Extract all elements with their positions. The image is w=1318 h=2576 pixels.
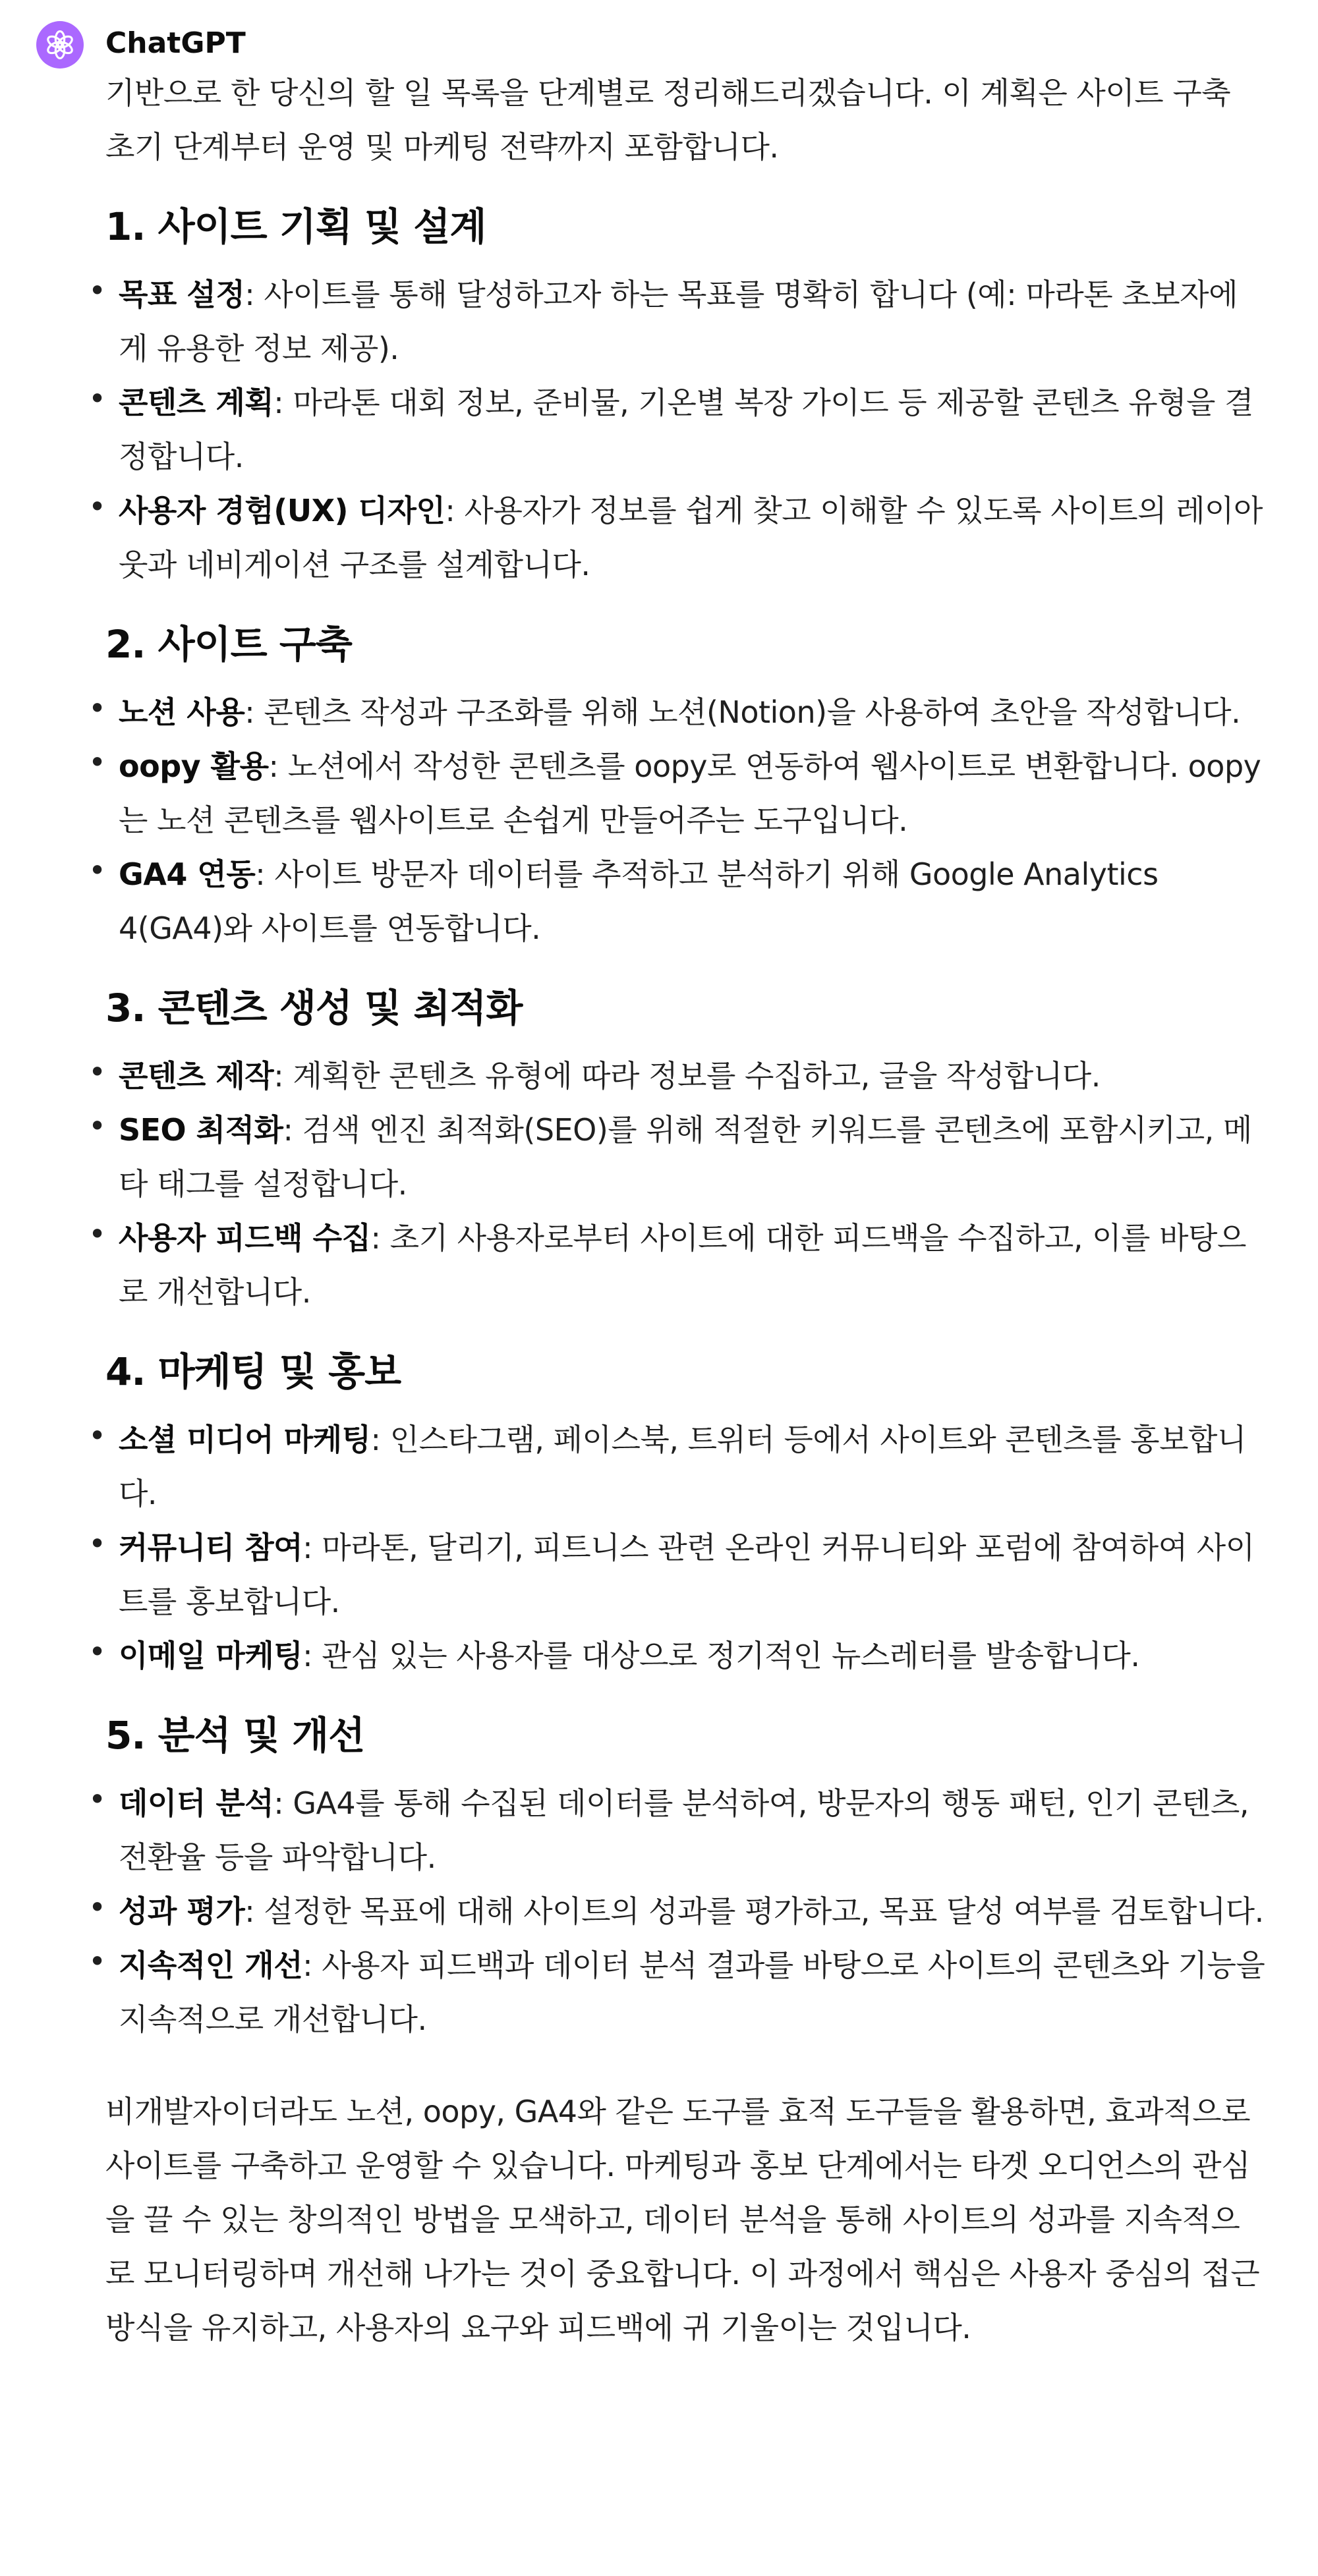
item-description: : 사용자 피드백과 데이터 분석 결과를 바탕으로 사이트의 콘텐츠와 기능을 지속적으로 개선합니다. — [119, 1947, 1265, 2037]
list-item — [88, 1629, 1265, 1683]
item-term: oopy 활용 — [119, 748, 269, 784]
bullet-icon: • — [88, 381, 106, 416]
item-term: GA4 연동 — [119, 856, 256, 892]
item-term: SEO 최적화 — [119, 1112, 283, 1148]
list-item — [88, 1211, 1265, 1319]
bullet-icon: • — [88, 853, 106, 888]
sections-container — [88, 174, 1265, 2046]
item-term: 커뮤니티 참여 — [119, 1530, 303, 1565]
bullet-icon: • — [88, 1108, 106, 1144]
message-content — [88, 66, 1265, 2355]
item-term: 노션 사용 — [119, 694, 245, 730]
list-item — [88, 376, 1265, 484]
conclusion-paragraph: 비개발자이더라도 노션, oopy, GA4와 같은 도구를 효적 도구들을 활용하면, 효과적으로 사이트를 구축하고 운영할 수 있습니다. 마케팅과 홍보 단계에서는 타겟 오디언스의 관심을 끌 수 있는 창의적인 방법을 모색하고, 데이터 분석을 통해 사이트의 성과를 지속적으로 모니터링하며 개선해 나가는 것이 중요합니다. 이 과정에서 핵심은 사용자 중심의 접근 방식을 유지하고, 사용자의 요구와 피드백에 귀 기울이는 것입니다. — [105, 2094, 1260, 2345]
list-item — [88, 1049, 1265, 1103]
item-description: : 콘텐츠 작성과 구조화를 위해 노션(Notion)을 사용하여 초안을 작성합니다. — [244, 694, 1241, 730]
item-term: 이메일 마케팅 — [119, 1638, 303, 1673]
item-description: : 계획한 콘텐츠 유형에 따라 정보를 수집하고, 글을 작성합니다. — [273, 1058, 1101, 1094]
item-description: : 인스타그램, 페이스북, 트위터 등에서 사이트와 콘텐츠를 홍보합니다. — [119, 1422, 1246, 1511]
intro-paragraph: 기반으로 한 당신의 할 일 목록을 단계별로 정리해드리겠습니다. 이 계획은 사이트 구축 초기 단계부터 운영 및 마케팅 전략까지 포함합니다. — [105, 75, 1231, 165]
list-item — [88, 1413, 1265, 1521]
section-list — [88, 1049, 1265, 1319]
bullet-icon: • — [88, 744, 106, 780]
item-description: : 노션에서 작성한 콘텐츠를 oopy로 연동하여 웹사이트로 변환합니다. oopy는 노션 콘텐츠를 웹사이트로 손쉽게 만들어주는 도구입니다. — [119, 748, 1261, 838]
message-author: ChatGPT — [105, 26, 246, 60]
section-heading: 1. 사이트 기획 및 설계 — [105, 204, 486, 249]
list-item — [88, 1521, 1265, 1629]
item-term: 데이터 분석 — [119, 1785, 274, 1821]
item-description: : 검색 엔진 최적화(SEO)를 위해 적절한 키워드를 콘텐츠에 포함시키고, 메타 태그를 설정합니다. — [119, 1112, 1252, 1202]
item-description: : 사이트를 통해 달성하고자 하는 목표를 명확히 합니다 (예: 마라톤 초보자에게 유용한 정보 제공). — [119, 277, 1238, 366]
bullet-icon: • — [88, 1526, 106, 1561]
assistant-avatar — [36, 21, 84, 69]
bullet-icon: • — [88, 1890, 106, 1925]
item-description: : 마라톤, 달리기, 피트니스 관련 온라인 커뮤니티와 포럼에 참여하여 사이트를 홍보합니다. — [119, 1530, 1255, 1619]
item-description: : 초기 사용자로부터 사이트에 대한 피드백을 수집하고, 이를 바탕으로 개선합니다. — [119, 1220, 1246, 1310]
item-description: : 사용자가 정보를 쉽게 찾고 이해할 수 있도록 사이트의 레이아웃과 네비게이션 구조를 설계합니다. — [119, 493, 1263, 582]
bullet-icon: • — [88, 489, 106, 524]
list-item — [88, 847, 1265, 955]
item-description: : 관심 있는 사용자를 대상으로 정기적인 뉴스레터를 발송합니다. — [302, 1638, 1140, 1673]
item-description: : GA4를 통해 수집된 데이터를 분석하여, 방문자의 행동 패턴, 인기 콘텐츠, 전환율 등을 파악합니다. — [119, 1785, 1249, 1875]
openai-logo-icon — [43, 28, 76, 61]
section-heading: 3. 콘텐츠 생성 및 최적화 — [105, 986, 523, 1030]
bullet-icon: • — [88, 1781, 106, 1817]
item-term: 성과 평가 — [119, 1893, 245, 1929]
section-list — [88, 267, 1265, 592]
section-heading: 2. 사이트 구축 — [105, 622, 352, 667]
item-term: 콘텐츠 계획 — [119, 385, 274, 420]
section-list — [88, 685, 1265, 955]
bullet-icon: • — [88, 273, 106, 308]
list-item — [88, 1776, 1265, 1884]
list-item — [88, 267, 1265, 376]
item-term: 사용자 경험(UX) 디자인 — [119, 493, 445, 528]
list-item — [88, 1938, 1265, 2046]
item-description: : 설정한 목표에 대해 사이트의 성과를 평가하고, 목표 달성 여부를 검토합니다. — [244, 1893, 1264, 1929]
list-item — [88, 739, 1265, 847]
section-heading: 4. 마케팅 및 홍보 — [105, 1349, 401, 1394]
bullet-icon: • — [88, 690, 106, 726]
item-description: : 마라톤 대회 정보, 준비물, 기온별 복장 가이드 등 제공할 콘텐츠 유형을 결정합니다. — [119, 385, 1254, 474]
item-term: 소셜 미디어 마케팅 — [119, 1422, 371, 1457]
list-item — [88, 484, 1265, 592]
item-term: 목표 설정 — [119, 277, 245, 312]
item-term: 콘텐츠 제작 — [119, 1058, 274, 1094]
bullet-icon: • — [88, 1944, 106, 1979]
section-list — [88, 1776, 1265, 2046]
list-item — [88, 1103, 1265, 1211]
item-term: 사용자 피드백 수집 — [119, 1220, 371, 1256]
section-list — [88, 1413, 1265, 1683]
item-description: : 사이트 방문자 데이터를 추적하고 분석하기 위해 Google Analytics 4(GA4)와 사이트를 연동합니다. — [119, 856, 1159, 946]
bullet-icon: • — [88, 1418, 106, 1453]
list-item — [88, 1884, 1265, 1938]
bullet-icon: • — [88, 1634, 106, 1669]
section-heading: 5. 분석 및 개선 — [105, 1713, 365, 1758]
bullet-icon: • — [88, 1216, 106, 1252]
bullet-icon: • — [88, 1054, 106, 1090]
list-item — [88, 685, 1265, 739]
item-term: 지속적인 개선 — [119, 1947, 303, 1983]
